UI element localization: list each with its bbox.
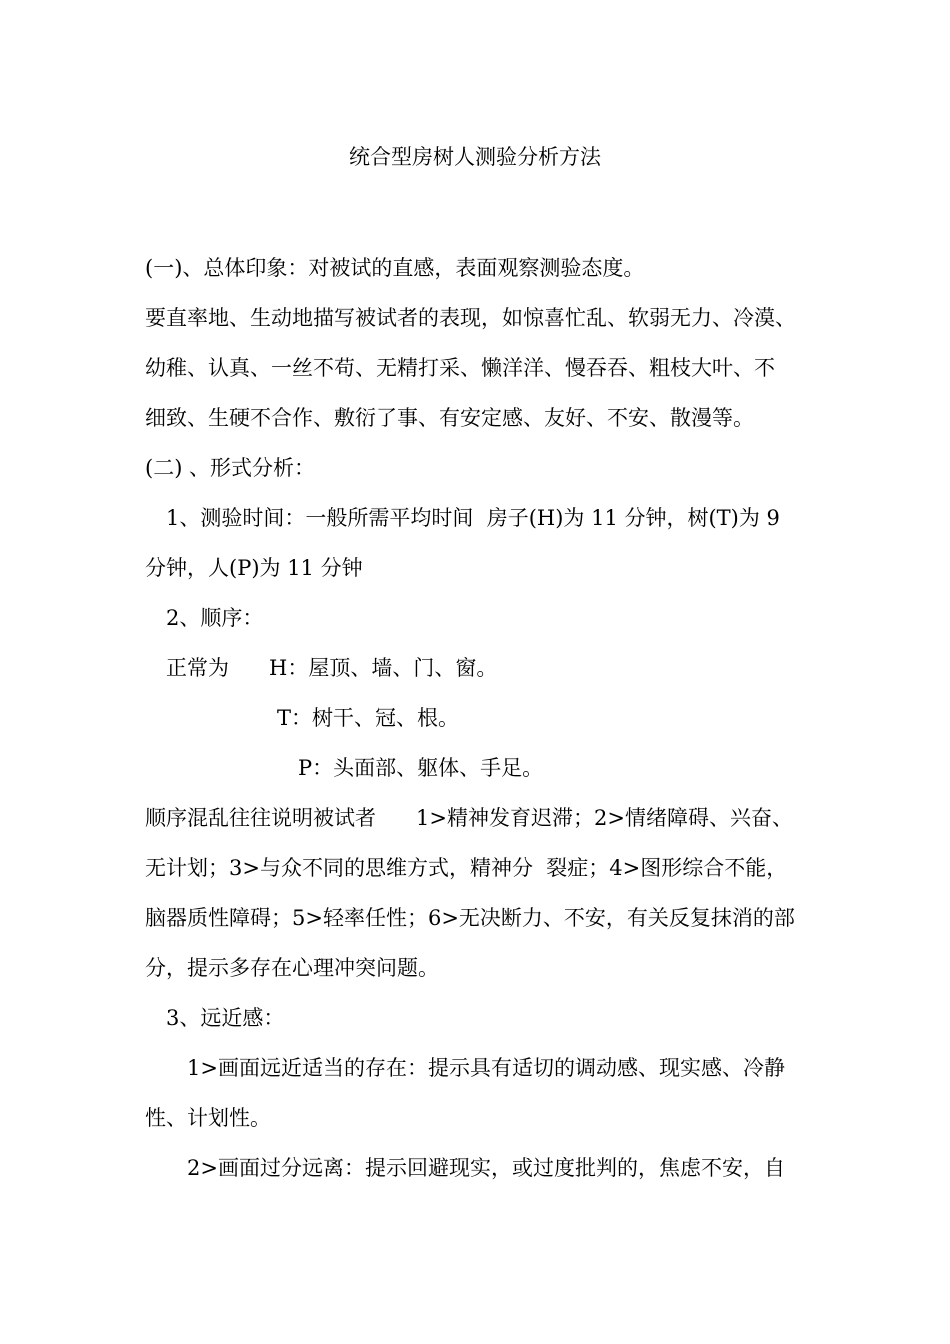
section-2-heading: (二) 、形式分析： xyxy=(145,456,316,480)
document-title: 统合型房树人测验分析方法 xyxy=(349,145,601,169)
paragraph-line: 2>画面过分远离：提示回避现实，或过度批判的，焦虑不安，自 xyxy=(187,1156,785,1180)
subheading-order: 2、顺序： xyxy=(166,606,264,630)
paragraph-line: 无计划；3>与众不同的思维方式，精神分 裂症；4>图形综合不能， xyxy=(145,856,788,880)
paragraph-line: 性、计划性。 xyxy=(145,1106,271,1130)
order-person: P：头面部、躯体、手足。 xyxy=(298,756,544,780)
paragraph-line: 细致、生硬不合作、敷衍了事、有安定感、友好、不安、散漫等。 xyxy=(145,406,754,430)
order-house: 正常为 H：屋顶、墙、门、窗。 xyxy=(166,656,498,680)
order-tree: T：树干、冠、根。 xyxy=(277,706,460,730)
paragraph-line: 1>画面远近适当的存在：提示具有适切的调动感、现实感、冷静 xyxy=(187,1056,785,1080)
paragraph-line: 顺序混乱往往说明被试者 1>精神发育迟滞；2>情绪障碍、兴奋、 xyxy=(145,806,793,830)
paragraph-line: 1、测验时间：一般所需平均时间 房子(H)为 11 分钟，树(T)为 9 xyxy=(166,506,780,530)
paragraph-line: 脑器质性障碍；5>轻率任性；6>无决断力、不安，有关反复抹消的部 xyxy=(145,906,795,930)
paragraph-line: 要直率地、生动地描写被试者的表现，如惊喜忙乱、软弱无力、冷漠、 xyxy=(145,306,796,330)
paragraph-line: 分钟，人(P)为 11 分钟 xyxy=(145,556,363,580)
paragraph-line: 幼稚、认真、一丝不苟、无精打采、懒洋洋、慢吞吞、粗枝大叶、不 xyxy=(145,356,775,380)
paragraph-line: 分，提示多存在心理冲突问题。 xyxy=(145,956,439,980)
subheading-distance: 3、远近感： xyxy=(166,1006,285,1030)
section-1-heading: (一)、总体印象：对被试的直感，表面观察测验态度。 xyxy=(145,256,645,280)
